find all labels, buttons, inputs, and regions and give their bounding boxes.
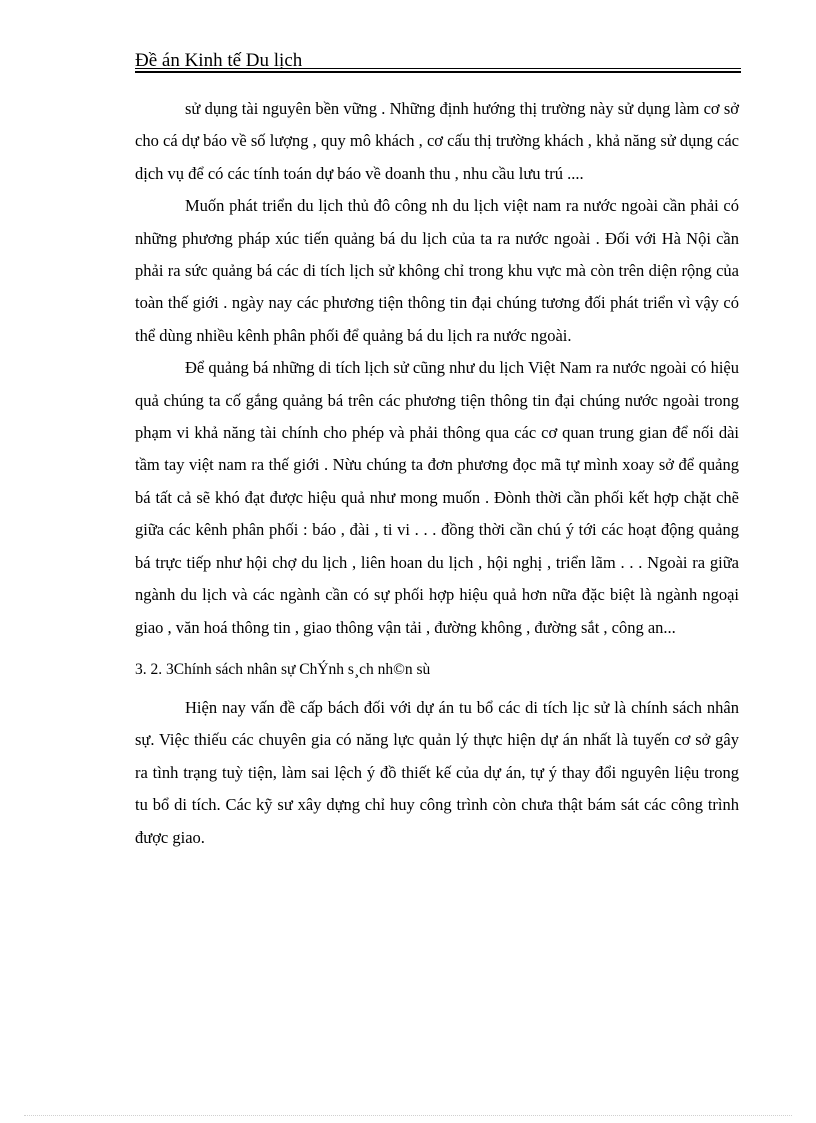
header-rule-thick <box>135 71 741 73</box>
document-body <box>135 93 739 854</box>
paragraph: Để quảng bá những di tích lịch sử cũng như du lịch Việt Nam ra nước ngoài có hiệu quả chúng ta cố gắng quảng bá trên các phương tiện thông tin đại chúng nước ngoài trong phạm vi khả năng tài chính cho phép và phải thông qua các cơ quan trung gian để nối dài tầm tay việt nam ra thế giới . Nừu chúng ta đơn phương đọc mã tự mình xoay sở để quảng bá tất cả sẽ khó đạt được hiệu quả như mong muốn . Đònh thời cần phối kết hợp chặt chẽ giữa các kênh phân phối : báo , đài , ti vi . . . đồng thời cần chú ý tới các hoạt động quảng bá trực tiếp như hội chợ du lịch , liên hoan du lịch , hội nghị , triển lãm . . . Ngoài ra giữa ngành du lịch và các ngành cần có sự phối hợp hiệu quả hơn nữa đặc biệt là ngành ngoại giao , văn hoá thông tin , giao thông vận tải , đường không , đường sắt , công an... <box>135 358 739 637</box>
paragraph: Muốn phát triển du lịch thủ đô công nh du lịch việt nam ra nước ngoài cần phải có những phương pháp xúc tiến quảng bá du lịch của ta ra nước ngoài . Đối với Hà Nội cần phải ra sức quảng bá các di tích lịch sử không chỉ trong khu vực mà còn trên diện rộng của toàn thế giới . ngày nay các phương tiện thông tin đại chúng tương đối phát triển vì vậy có thể dùng nhiều kênh phân phối để quảng bá du lịch ra nước ngoài. <box>135 196 739 345</box>
section-heading: 3. 2. 3Chính sách nhân sự ChÝnh s¸ch nh©n sù <box>135 660 431 678</box>
page-bottom-border <box>24 1115 792 1116</box>
header-rule <box>135 68 741 69</box>
header-title: Đề án Kinh tế Du lịch <box>135 50 303 71</box>
page-header <box>135 50 741 74</box>
section-paragraph: Hiện nay vấn đề cấp bách đối với dự án tu bổ các di tích lịc sử là chính sách nhân sự. Việc thiếu các chuyên gia có năng lực quản lý thực hiện dự án nhất là tuyến cơ sở gây ra tình trạng tuỳ tiện, làm sai lệch ý đồ thiết kế của dự án, tự ý thay đổi nguyên liệu trong tu bổ di tích. Các kỹ sư xây dựng chỉ huy công trình còn chưa thật bám sát các công trình được giao. <box>135 697 739 847</box>
paragraph: sử dụng tài nguyên bền vững . Những định hướng thị trường này sử dụng làm cơ sở cho cá dự báo về số lượng , quy mô khách , cơ cấu thị trường khách , khả năng sử dụng các dịch vụ để có các tính toán dự báo về doanh thu , nhu cầu lưu trú .... <box>135 99 739 183</box>
